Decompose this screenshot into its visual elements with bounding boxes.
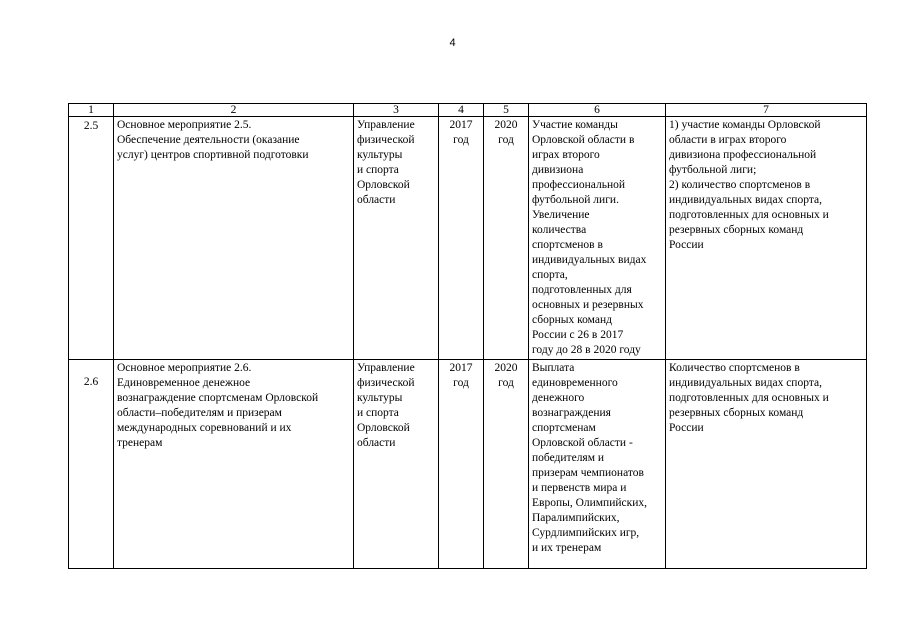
start-year-unit: год <box>453 377 469 389</box>
result-line: призерам чемпионатов <box>532 467 644 479</box>
event-line: международных соревнований и их <box>117 422 292 434</box>
header-cell-7: 7 <box>666 104 867 117</box>
end-year: 2020 <box>494 362 518 374</box>
indicator-line: 1) участие команды Орловской <box>669 119 821 131</box>
executor-cell <box>354 117 439 360</box>
event-line: области–победителям и призерам <box>117 407 282 419</box>
result-line: подготовленных для <box>532 284 632 296</box>
indicator-cell <box>666 360 867 569</box>
executor-line: Орловской <box>357 179 410 191</box>
result-line: индивидуальных видах <box>532 254 647 266</box>
start-year: 2017 <box>449 362 473 374</box>
result-line: Европы, Олимпийских, <box>532 497 647 509</box>
result-line: профессиональной <box>532 179 626 191</box>
row-number: 2.6 <box>69 360 114 569</box>
result-line: основных и резервных <box>532 299 644 311</box>
end-year: 2020 <box>494 119 518 131</box>
result-line: дивизиона <box>532 164 584 176</box>
result-line: России с 26 в 2017 <box>532 329 624 341</box>
event-cell <box>114 117 354 360</box>
end-year-cell <box>484 117 529 360</box>
indicator-line: индивидуальных видах спорта, <box>669 377 822 389</box>
result-line: играх второго <box>532 149 600 161</box>
event-line: тренерам <box>117 437 163 449</box>
result-line: Орловской области - <box>532 437 633 449</box>
result-line: спортсменов в <box>532 239 603 251</box>
event-line: Основное мероприятие 2.5. <box>117 119 252 131</box>
executor-line: области <box>357 194 396 206</box>
header-cell-6: 6 <box>529 104 666 117</box>
executor-line: физической <box>357 134 415 146</box>
executor-line: физической <box>357 377 415 389</box>
executor-line: Управление <box>357 119 415 131</box>
indicator-line: России <box>669 422 704 434</box>
result-line: Увеличение <box>532 209 590 221</box>
executor-cell <box>354 360 439 569</box>
header-cell-3: 3 <box>354 104 439 117</box>
header-row <box>69 104 867 117</box>
event-line: Основное мероприятие 2.6. <box>117 362 252 374</box>
result-line: количества <box>532 224 587 236</box>
result-cell <box>529 360 666 569</box>
indicator-line: резервных сборных команд <box>669 224 804 236</box>
event-line: Единовременное денежное <box>117 377 251 389</box>
header-cell-1: 1 <box>69 104 114 117</box>
result-line: Орловской области в <box>532 134 635 146</box>
start-year-cell <box>439 360 484 569</box>
result-line: футбольной лиги. <box>532 194 619 206</box>
result-line: Выплата <box>532 362 575 374</box>
indicator-line: футбольной лиги; <box>669 164 757 176</box>
executor-line: области <box>357 437 396 449</box>
indicator-line: области в играх второго <box>669 134 787 146</box>
event-line: вознаграждение спортсменам Орловской <box>117 392 319 404</box>
result-line: году до 28 в 2020 году <box>532 344 641 356</box>
indicator-cell <box>666 117 867 360</box>
result-line: спортсменам <box>532 422 596 434</box>
executor-line: Управление <box>357 362 415 374</box>
result-line: Участие команды <box>532 119 618 131</box>
start-year: 2017 <box>449 119 473 131</box>
result-line: и первенств мира и <box>532 482 627 494</box>
result-line: Паралимпийских, <box>532 512 620 524</box>
result-line: единовременного <box>532 377 618 389</box>
indicator-line: резервных сборных команд <box>669 407 804 419</box>
start-year-unit: год <box>453 134 469 146</box>
event-line: услуг) центров спортивной подготовки <box>117 149 309 161</box>
header-cell-2: 2 <box>114 104 354 117</box>
result-line: денежного <box>532 392 585 404</box>
header-cell-5: 5 <box>484 104 529 117</box>
result-line: вознаграждения <box>532 407 611 419</box>
result-line: спорта, <box>532 269 568 281</box>
end-year-unit: год <box>498 134 514 146</box>
result-cell <box>529 117 666 360</box>
executor-line: Орловской <box>357 422 410 434</box>
indicator-line: Количество спортсменов в <box>669 362 800 374</box>
row-number: 2.5 <box>69 117 114 360</box>
event-line: Обеспечение деятельности (оказание <box>117 134 300 146</box>
indicator-line: индивидуальных видах спорта, <box>669 194 822 206</box>
indicator-line: 2) количество спортсменов в <box>669 179 811 191</box>
result-line: победителям и <box>532 452 605 464</box>
table-row <box>69 117 867 360</box>
end-year-unit: год <box>498 377 514 389</box>
result-line: сборных команд <box>532 314 612 326</box>
table-row <box>69 360 867 569</box>
executor-line: и спорта <box>357 407 399 419</box>
program-table <box>68 103 867 569</box>
end-year-cell <box>484 360 529 569</box>
result-line: Сурдлимпийских игр, <box>532 527 640 539</box>
start-year-cell <box>439 117 484 360</box>
page-number: 4 <box>449 37 456 49</box>
executor-line: культуры <box>357 392 403 404</box>
indicator-line: дивизиона профессиональной <box>669 149 817 161</box>
executor-line: и спорта <box>357 164 399 176</box>
indicator-line: подготовленных для основных и <box>669 392 829 404</box>
event-cell <box>114 360 354 569</box>
executor-line: культуры <box>357 149 403 161</box>
header-cell-4: 4 <box>439 104 484 117</box>
indicator-line: России <box>669 239 704 251</box>
result-line: и их тренерам <box>532 542 602 554</box>
indicator-line: подготовленных для основных и <box>669 209 829 221</box>
